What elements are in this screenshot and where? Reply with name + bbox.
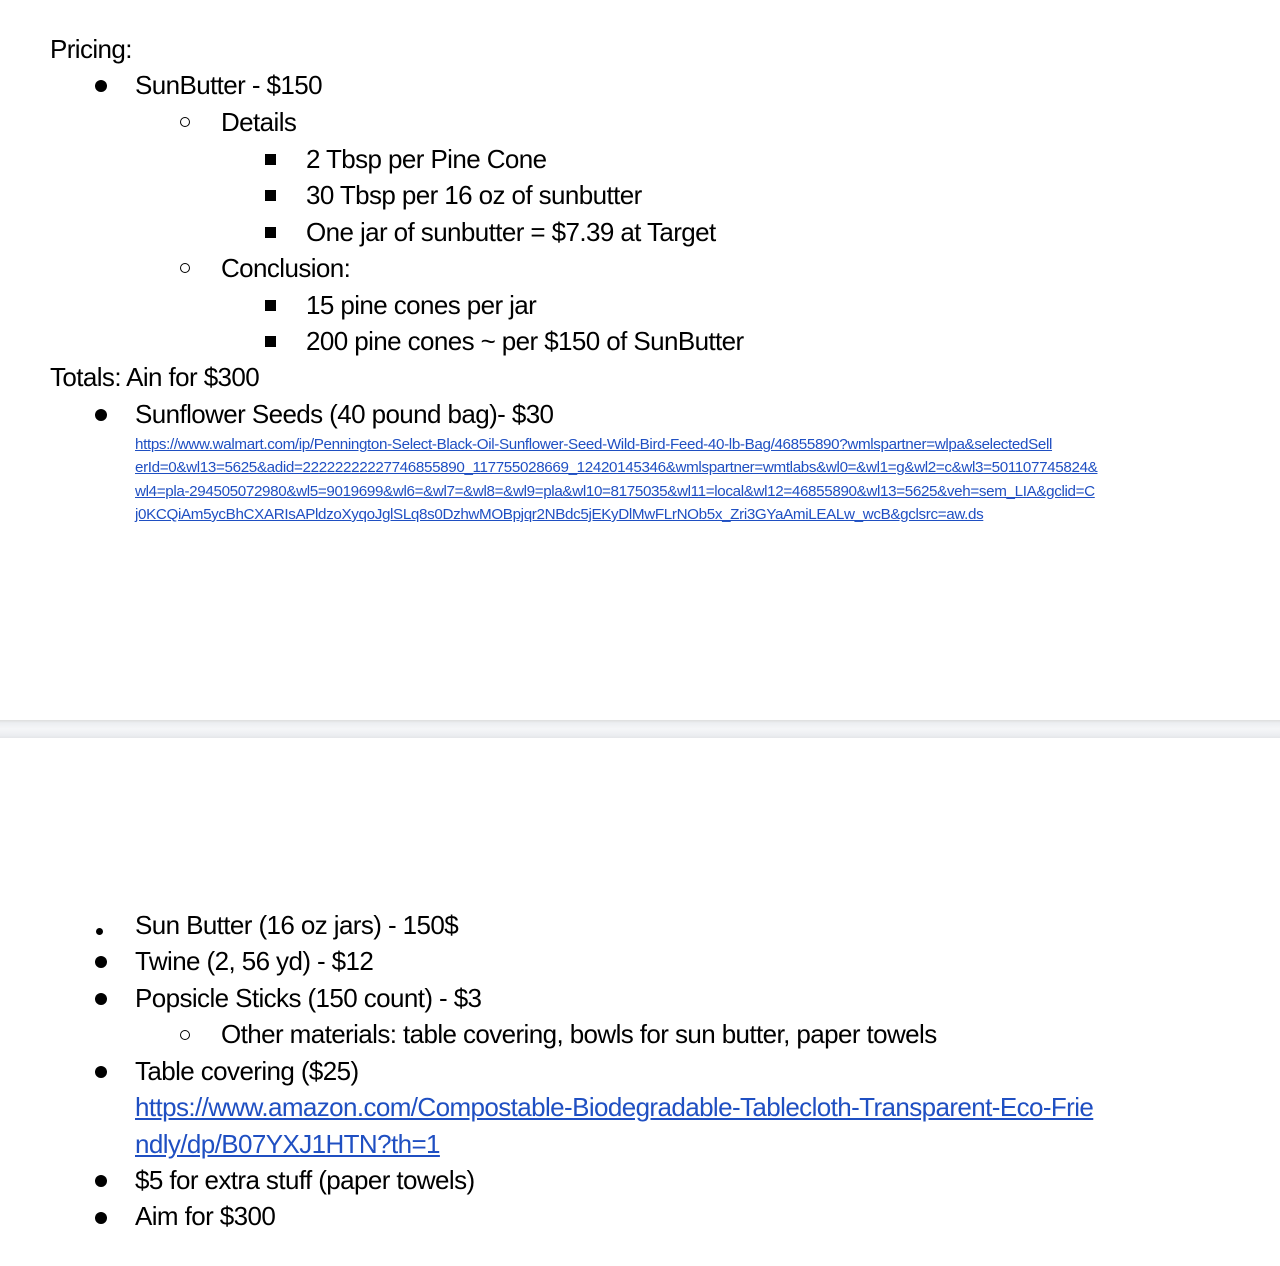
document-page-2 — [0, 738, 1280, 1266]
bullet-square-icon — [265, 300, 276, 311]
bullet-disc-icon — [95, 1066, 107, 1078]
bullet-disc-icon — [95, 1175, 107, 1187]
list-item-conclusion-detail: 200 pine cones ~ per $150 of SunButter — [306, 326, 744, 356]
bullet-disc-icon — [95, 993, 107, 1005]
bullet-disc-icon — [95, 80, 107, 92]
totals-heading: Totals: Ain for $300 — [50, 362, 260, 392]
page-break — [0, 720, 1280, 738]
list-item-sunbutter: SunButter - $150 — [135, 70, 322, 100]
amazon-link[interactable]: https://www.amazon.com/Compostable-Biodegradable-Tablecloth-Transparent-Eco-Frie — [135, 1092, 1094, 1122]
bullet-circle-icon — [180, 263, 190, 273]
list-item-aim: Aim for $300 — [135, 1201, 276, 1231]
walmart-link[interactable]: wl4=pla-294505072980&wl5=9019699&wl6=&wl7=&wl8=&wl9=pla&wl10=8175035&wl11=local&wl12=46855890&wl13=5625&veh=sem_LIA&gclid=C — [135, 483, 1095, 500]
list-item-details: Details — [221, 107, 297, 137]
bullet-disc-icon — [96, 928, 103, 935]
bullet-disc-icon — [95, 409, 107, 421]
list-item-detail: 30 Tbsp per 16 oz of sunbutter — [306, 180, 642, 210]
bullet-disc-icon — [95, 956, 107, 968]
list-item-table-covering: Table covering ($25) — [135, 1056, 359, 1086]
amazon-link[interactable]: ndly/dp/B07YXJ1HTN?th=1 — [135, 1129, 440, 1159]
list-item-sun-butter: Sun Butter (16 oz jars) - 150$ — [135, 910, 459, 940]
list-item-detail: One jar of sunbutter = $7.39 at Target — [306, 217, 716, 247]
list-item-other-materials: Other materials: table covering, bowls for sun butter, paper towels — [221, 1019, 937, 1049]
bullet-disc-icon — [95, 1212, 107, 1224]
list-item-conclusion-detail: 15 pine cones per jar — [306, 290, 537, 320]
bullet-circle-icon — [180, 1030, 190, 1040]
list-item-detail: 2 Tbsp per Pine Cone — [306, 144, 547, 174]
bullet-square-icon — [265, 190, 276, 201]
list-item-twine: Twine (2, 56 yd) - $12 — [135, 946, 374, 976]
bullet-square-icon — [265, 336, 276, 347]
walmart-link[interactable]: https://www.walmart.com/ip/Pennington-Select-Black-Oil-Sunflower-Seed-Wild-Bird-Feed-40-lb-Bag/46855890?wmlspartner=wlpa&selectedSell — [135, 436, 1053, 453]
walmart-link[interactable]: j0KCQiAm5ycBhCXARIsAPldzoXyqoJglSLq8s0DzhwMOBpjqr2NBdc5jEKyDlMwFLrNOb5x_Zri3GYaAmiLEALw_wcB&gclsrc=aw.ds — [135, 506, 984, 523]
bullet-circle-icon — [180, 117, 190, 127]
walmart-link[interactable]: erId=0&wl13=5625&adid=22222222227746855890_117755028669_12420145346&wmlspartner=wmtlabs&wl0=&wl1=g&wl2=c&wl3=501107745824& — [135, 459, 1098, 476]
list-item-sunflower-seeds: Sunflower Seeds (40 pound bag)- $30 — [135, 399, 554, 429]
list-item-popsicle-sticks: Popsicle Sticks (150 count) - $3 — [135, 983, 482, 1013]
list-item-extra-stuff: $5 for extra stuff (paper towels) — [135, 1165, 475, 1195]
bullet-square-icon — [265, 154, 276, 165]
list-item-conclusion: Conclusion: — [221, 253, 351, 283]
bullet-square-icon — [265, 227, 276, 238]
pricing-heading: Pricing: — [50, 34, 132, 64]
